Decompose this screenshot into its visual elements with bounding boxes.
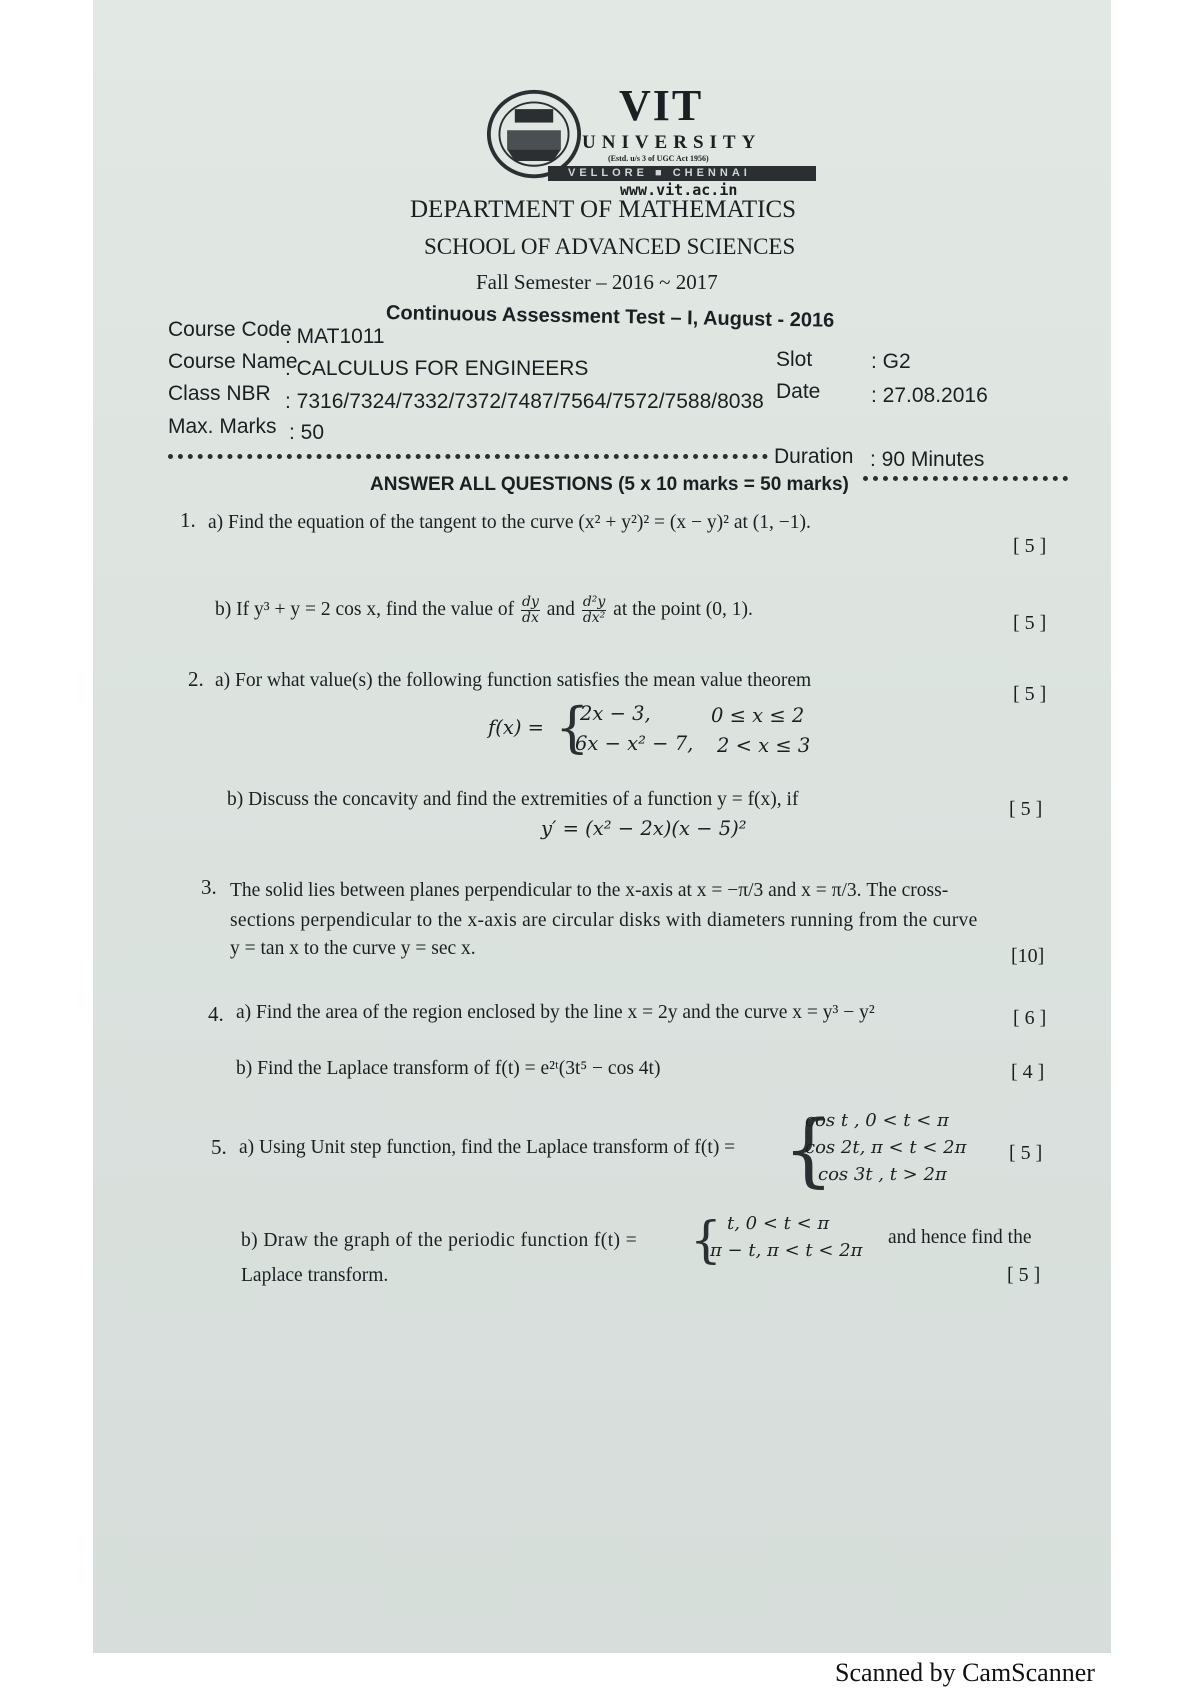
duration-value: : 90 Minutes bbox=[870, 448, 985, 471]
q1b-first-derivative: $\frac{dy}{dx}$ bbox=[522, 594, 539, 626]
q5b-marks: [ 5 ] bbox=[1007, 1264, 1041, 1286]
q2a-condition-1: 0 ≤ x ≤ 2 bbox=[711, 704, 805, 727]
q1b-text-end: at the point (0, 1). bbox=[613, 598, 753, 620]
q4b-text: b) Find the Laplace transform of f(t) = e²ᵗ(3t⁵ − cos 4t) bbox=[236, 1058, 661, 1079]
q2-number: 2. bbox=[188, 667, 204, 691]
department-title: DEPARTMENT OF MATHEMATICS bbox=[410, 196, 797, 223]
q3-marks: [10] bbox=[1011, 945, 1045, 967]
scanned-paper bbox=[93, 0, 1111, 1653]
duration-label: Duration bbox=[774, 445, 854, 468]
q5b-case-1: t, 0 < t < π bbox=[727, 1213, 830, 1234]
q4-number: 4. bbox=[208, 1002, 224, 1026]
q2b-marks: [ 5 ] bbox=[1009, 798, 1043, 820]
q5b-text-tail: and hence find the bbox=[888, 1227, 1032, 1248]
q1b-second-derivative: $\frac{\text{d²y}}{\text{dx²}}$ bbox=[582, 594, 606, 626]
q2a-condition-2: 2 < x ≤ 3 bbox=[717, 734, 811, 757]
q2a-text: a) For what value(s) the following function satisfies the mean value theorem bbox=[215, 670, 812, 691]
date-label: Date bbox=[776, 380, 821, 403]
q2b-text: b) Discuss the concavity and find the extremities of a function y = f(x), if bbox=[227, 789, 799, 810]
q3-line-2: sections perpendicular to the x-axis are circular disks with diameters running from the curve bbox=[230, 910, 978, 931]
q1b-question bbox=[215, 595, 753, 626]
q5b-line-2: Laplace transform. bbox=[241, 1265, 389, 1286]
max-marks-label: Max. Marks bbox=[168, 415, 277, 438]
school-title: SCHOOL OF ADVANCED SCIENCES bbox=[424, 234, 796, 259]
semester-title: Fall Semester – 2016 ~ 2017 bbox=[476, 270, 718, 294]
instruction-text: ANSWER ALL QUESTIONS (5 x 10 marks = 50 marks) bbox=[370, 474, 849, 495]
q5a-marks: [ 5 ] bbox=[1009, 1142, 1043, 1164]
course-name-value: : CALCULUS FOR ENGINEERS bbox=[285, 357, 589, 380]
q5-number: 5. bbox=[211, 1135, 227, 1159]
test-title: Continuous Assessment Test – I, August - 2016 bbox=[385, 302, 835, 332]
q2b-equation: y′ = (x² − 2x)(x − 5)² bbox=[541, 817, 747, 840]
vit-logo bbox=[486, 81, 816, 199]
course-code-label: Course Code bbox=[168, 318, 292, 341]
q3-number: 3. bbox=[201, 875, 217, 899]
slot-value: : G2 bbox=[871, 350, 911, 373]
q5a-brace-icon: { bbox=[783, 1103, 834, 1196]
q5a-text: a) Using Unit step function, find the Laplace transform of f(t) = bbox=[239, 1137, 736, 1158]
q5b-brace-icon: { bbox=[690, 1211, 722, 1269]
q1b-marks: [ 5 ] bbox=[1013, 612, 1047, 634]
course-name-label: Course Name bbox=[168, 350, 298, 373]
q5b-text: b) Draw the graph of the periodic function f(t) = bbox=[241, 1230, 638, 1251]
logo-location-bar bbox=[548, 166, 816, 181]
q2a-function-label: f(x) = bbox=[488, 716, 544, 739]
q5a-case-2: cos 2t, π < t < 2π bbox=[805, 1137, 967, 1158]
class-nbr-label: Class NBR bbox=[168, 382, 271, 405]
q2a-brace-icon: { bbox=[555, 696, 590, 759]
q2a-marks: [ 5 ] bbox=[1013, 683, 1047, 705]
website-url: www.vit.ac.in bbox=[620, 181, 738, 199]
q5a-case-3: cos 3t , t > 2π bbox=[818, 1164, 947, 1185]
q3-line-1: The solid lies between planes perpendicular to the x-axis at x = −π/3 and x = π/3. The cross- bbox=[230, 880, 949, 901]
logo-university-text: UNIVERSITY bbox=[582, 132, 762, 153]
scanner-watermark: Scanned by CamScanner bbox=[835, 1658, 1095, 1687]
q4a-marks: [ 6 ] bbox=[1013, 1007, 1047, 1029]
q5b-case-2: π − t, π < t < 2π bbox=[710, 1240, 863, 1261]
class-nbr-value: : 7316/7324/7332/7372/7487/7564/7572/7588/8038 bbox=[285, 390, 764, 413]
separator-dotted-right bbox=[863, 476, 1068, 481]
logo-location-text: VELLORE ■ CHENNAI bbox=[568, 167, 751, 179]
date-value: : 27.08.2016 bbox=[871, 384, 988, 407]
slot-label: Slot bbox=[776, 348, 813, 371]
q5a-case-1: cos t , 0 < t < π bbox=[805, 1110, 949, 1131]
q1-number: 1. bbox=[180, 508, 196, 532]
q4b-marks: [ 4 ] bbox=[1011, 1061, 1045, 1083]
q2a-case-2: 6x − x² − 7, bbox=[575, 732, 694, 755]
q1a-text: a) Find the equation of the tangent to the curve (x² + y²)² = (x − y)² at (1, −1). bbox=[208, 512, 811, 533]
q4a-text: a) Find the area of the region enclosed by the line x = 2y and the curve x = y³ − y² bbox=[236, 1002, 875, 1023]
q1a-marks: [ 5 ] bbox=[1013, 535, 1047, 557]
separator-dotted-left bbox=[168, 454, 768, 459]
max-marks-value: : 50 bbox=[289, 421, 325, 444]
q3-line-3: y = tan x to the curve y = sec x. bbox=[230, 938, 476, 959]
logo-vit-text: VIT bbox=[619, 81, 704, 130]
q2a-case-1: 2x − 3, bbox=[580, 702, 651, 725]
q1b-text-start: b) If y³ + y = 2 cos x, find the value of bbox=[215, 598, 515, 620]
course-code-value: : MAT1011 bbox=[285, 325, 385, 348]
q1b-and: and bbox=[546, 598, 575, 620]
logo-establishment-text: (Estd. u/s 3 of UGC Act 1956) bbox=[608, 154, 709, 163]
